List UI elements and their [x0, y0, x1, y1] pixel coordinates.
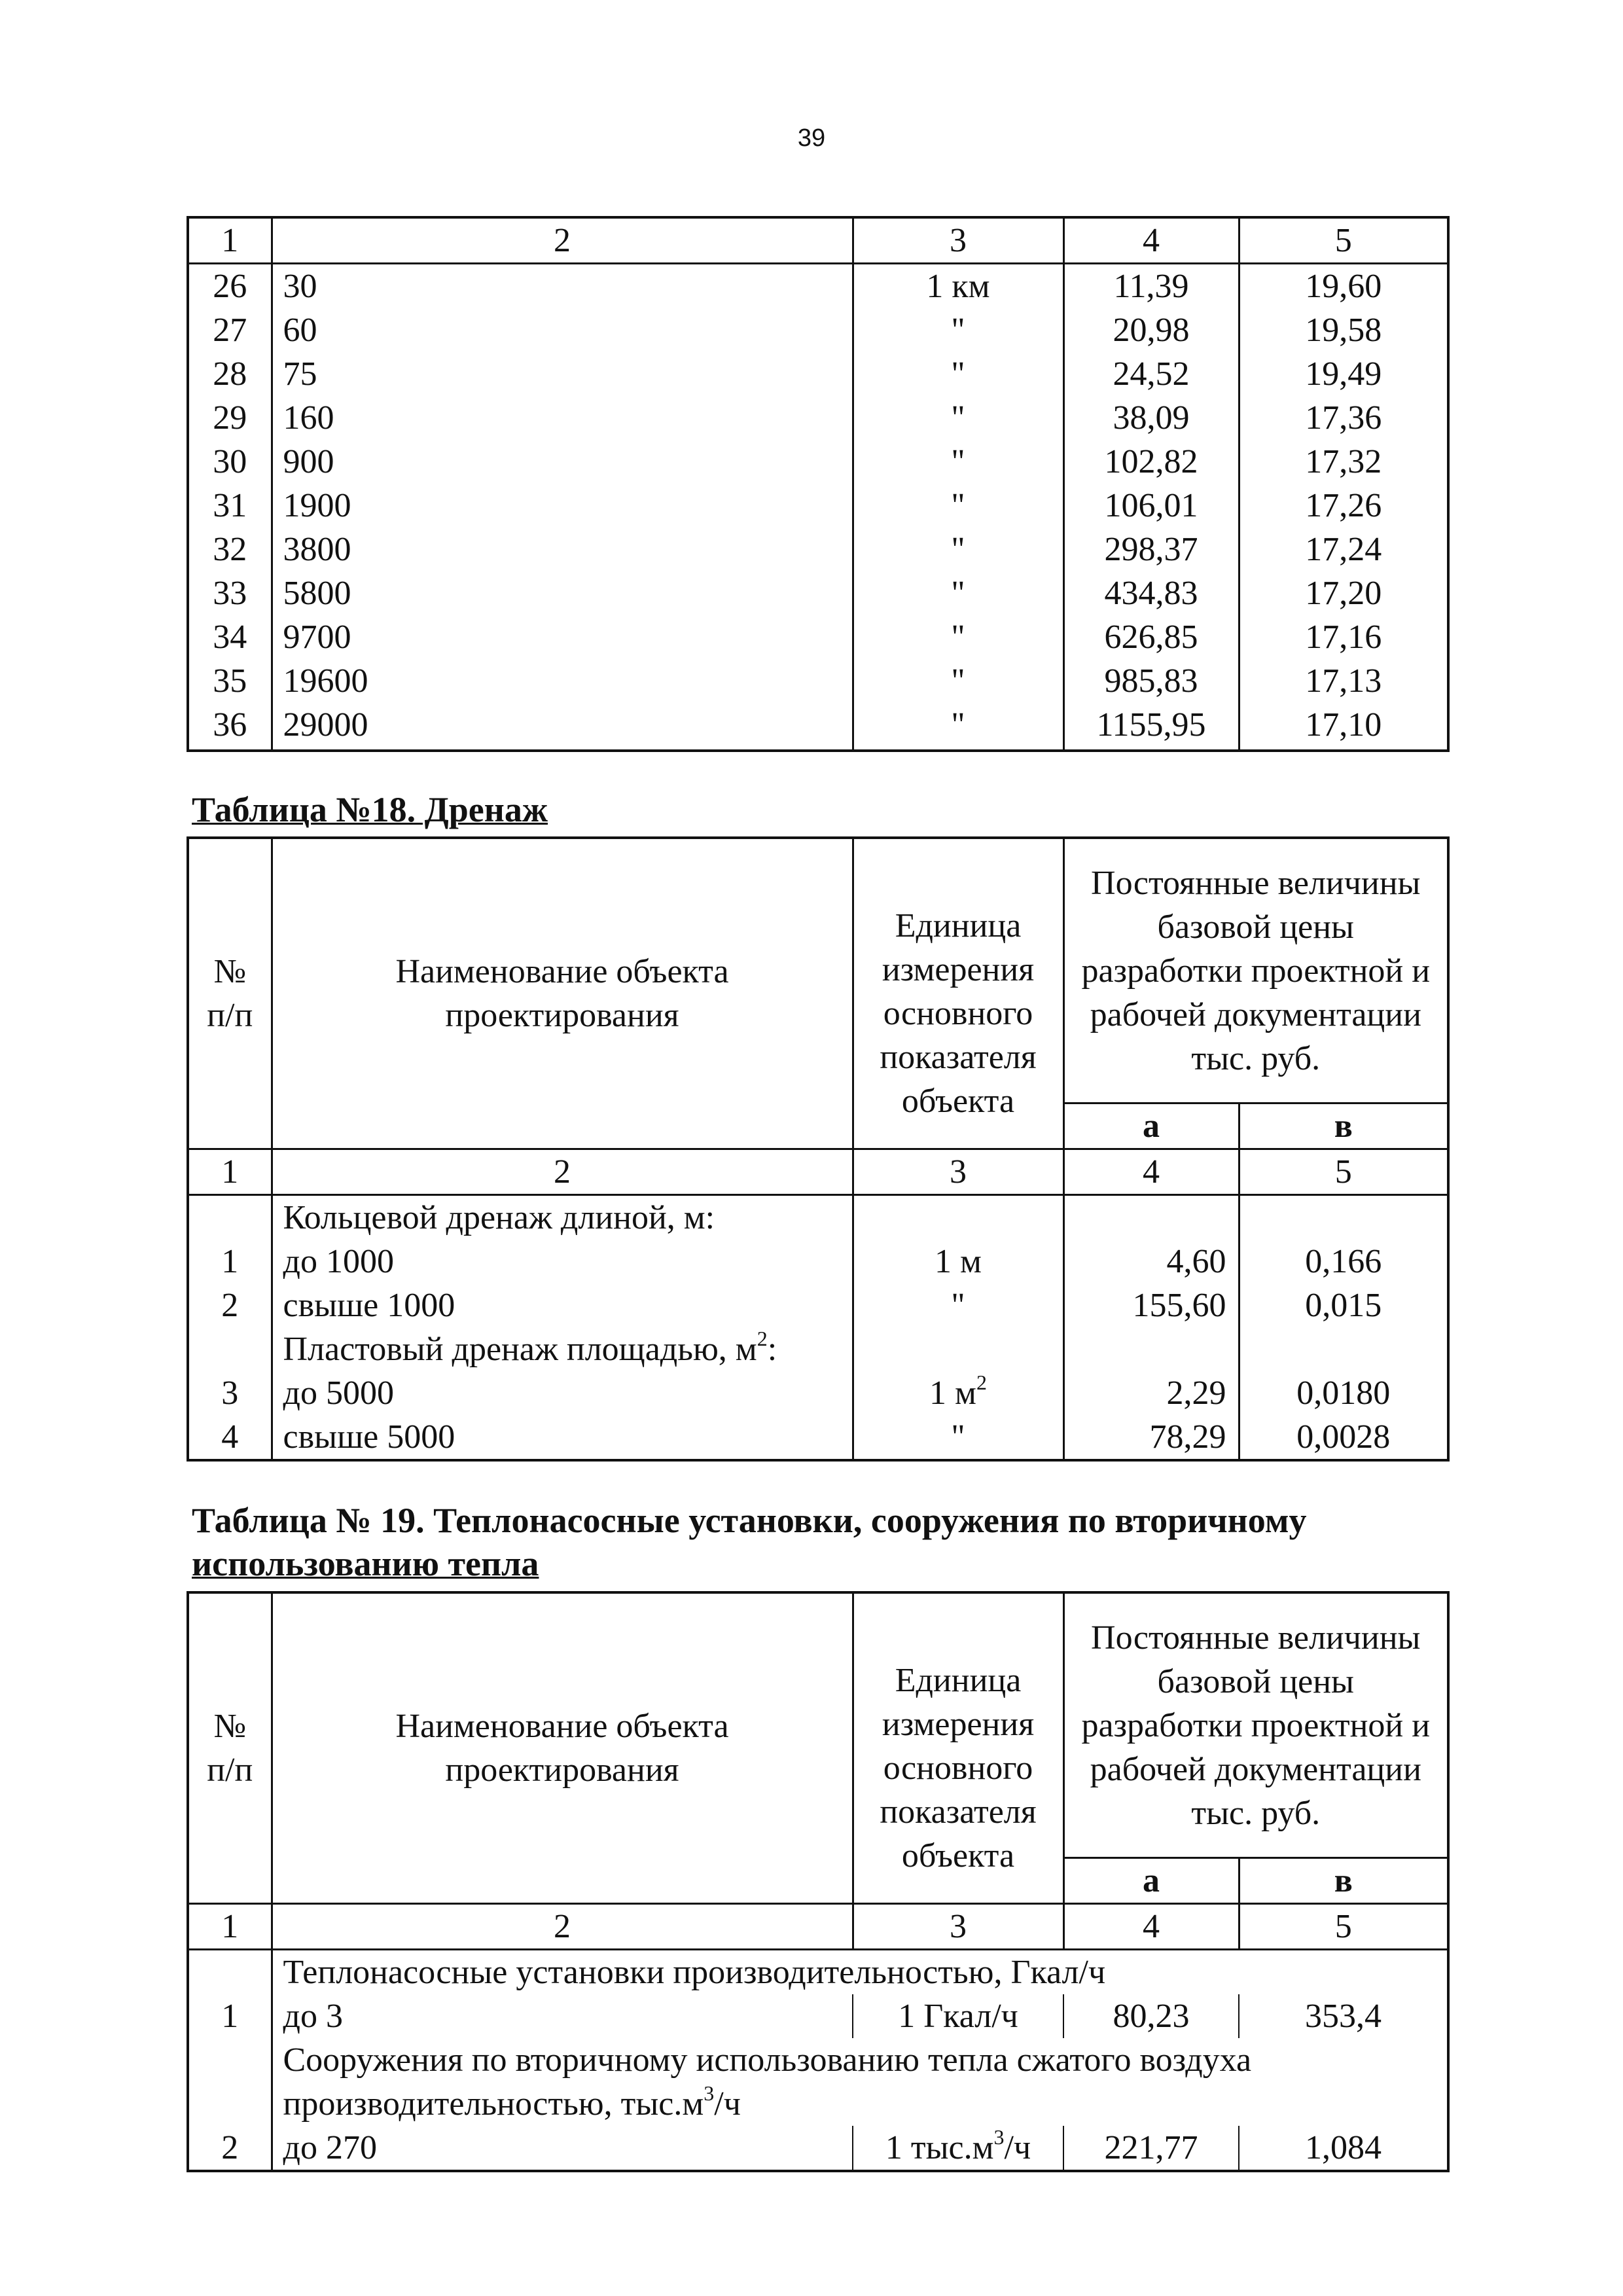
table-row: [188, 308, 1448, 352]
row-value-a: 102,82: [1063, 440, 1239, 484]
row-number: 2: [221, 1287, 239, 1324]
row-value-a: 38,09: [1063, 396, 1239, 440]
row-value-a: 2,29: [1063, 1371, 1239, 1415]
header-price: Постоянные величины базовой цены разработки проектной и рабочей документации тыс. руб.: [1063, 1592, 1448, 1858]
row-value-a: 78,29: [1063, 1415, 1239, 1460]
row-name: 160: [272, 396, 853, 440]
header-col-a: а: [1063, 1103, 1239, 1149]
table-header-row: [188, 217, 1448, 264]
col-number: 2: [272, 1904, 853, 1950]
row-unit: ": [853, 528, 1063, 571]
row-number: 26: [213, 268, 247, 305]
header-name: Наименование объекта проектирования: [272, 1592, 853, 1904]
col-number: 1: [188, 1149, 272, 1195]
table-row: [188, 1240, 1448, 1283]
row-number: 3: [221, 1374, 239, 1412]
row-number: 34: [213, 619, 247, 656]
row-value-b: 0,166: [1239, 1240, 1448, 1283]
row-value-b: 17,10: [1239, 703, 1448, 751]
col-number: 2: [272, 217, 853, 264]
row-name: до 1000: [272, 1240, 853, 1283]
row-unit: 1 $тыс.м^3/ч$: [853, 2126, 1063, 2171]
row-number: 30: [213, 443, 247, 480]
row-name: свыше 1000: [272, 1283, 853, 1327]
row-name: 75: [272, 352, 853, 396]
row-unit: ": [853, 484, 1063, 528]
row-value-b: 0,015: [1239, 1283, 1448, 1327]
row-unit: ": [853, 1415, 1063, 1460]
row-unit: 1 $м^2$: [853, 1371, 1063, 1415]
row-name: до 5000: [272, 1371, 853, 1415]
row-unit: ": [853, 659, 1063, 703]
page-number: 39: [797, 124, 826, 152]
row-name: до 3: [272, 1994, 853, 2038]
group-label: Кольцевой дренаж длиной, м:: [272, 1195, 853, 1240]
group-row: [188, 2082, 1448, 2126]
table-19-caption: Таблица № 19. Теплонасосные установки, сооружения по вторичному использованию тепла: [192, 1501, 1307, 1583]
table-row: [188, 1283, 1448, 1327]
col-number: 3: [853, 217, 1063, 264]
table-18-caption: Таблица №18. Дренаж: [192, 790, 548, 829]
row-number: 27: [213, 312, 247, 349]
group-row: [188, 2038, 1448, 2082]
row-number: 1: [221, 1998, 239, 2035]
row-value-a: 985,83: [1063, 659, 1239, 703]
table-row: [188, 440, 1448, 484]
col-number: 5: [1239, 1904, 1448, 1950]
row-value-b: 17,36: [1239, 396, 1448, 440]
table-row: [188, 264, 1448, 309]
row-value-a: 1155,95: [1063, 703, 1239, 751]
row-number: 2: [221, 2129, 239, 2166]
row-unit: 1 Гкал/ч: [853, 1994, 1063, 2038]
table-row: [188, 352, 1448, 396]
row-value-a: 106,01: [1063, 484, 1239, 528]
table-18: [187, 836, 1450, 1462]
row-name: свыше 5000: [272, 1415, 853, 1460]
row-name: 30: [272, 264, 853, 309]
row-value-b: 0,0180: [1239, 1371, 1448, 1415]
row-name: 29000: [272, 703, 853, 751]
table-19: [187, 1591, 1450, 2172]
row-number: 36: [213, 706, 247, 744]
column-numbers-row: [188, 1904, 1448, 1950]
header-num: № п/п: [207, 1708, 253, 1789]
table-row: [188, 1415, 1448, 1460]
row-value-b: 17,20: [1239, 571, 1448, 615]
col-number: 4: [1063, 1149, 1239, 1195]
row-name: 19600: [272, 659, 853, 703]
row-unit: ": [853, 352, 1063, 396]
row-unit: 1 км: [853, 264, 1063, 309]
group-row: [188, 1195, 1448, 1240]
col-number: 4: [1063, 217, 1239, 264]
row-value-a: 221,77: [1063, 2126, 1239, 2171]
row-value-a: 20,98: [1063, 308, 1239, 352]
row-name: 5800: [272, 571, 853, 615]
row-name: 3800: [272, 528, 853, 571]
row-number: 31: [213, 487, 247, 524]
row-unit: ": [853, 396, 1063, 440]
row-unit: ": [853, 703, 1063, 751]
row-unit: ": [853, 440, 1063, 484]
table-row: [188, 396, 1448, 440]
group-label: производительностью, $тыс.м^3/ч$: [272, 2082, 1448, 2126]
row-number: 28: [213, 355, 247, 393]
table-row: [188, 659, 1448, 703]
row-number: 4: [221, 1418, 239, 1456]
col-number: 3: [853, 1149, 1063, 1195]
row-value-a: 11,39: [1063, 264, 1239, 309]
row-value-b: 0,0028: [1239, 1415, 1448, 1460]
table-row: [188, 703, 1448, 751]
table-row: [188, 528, 1448, 571]
row-value-a: 155,60: [1063, 1283, 1239, 1327]
row-value-b: 19,60: [1239, 264, 1448, 309]
row-unit: ": [853, 615, 1063, 659]
header-num: № п/п: [207, 953, 253, 1034]
row-value-a: 4,60: [1063, 1240, 1239, 1283]
row-unit: 1 м: [853, 1240, 1063, 1283]
table-row: [188, 615, 1448, 659]
column-numbers-row: [188, 1149, 1448, 1195]
table-header-row: [188, 838, 1448, 1103]
row-unit: ": [853, 571, 1063, 615]
group-label: Теплонасосные установки производительностью, Гкал/ч: [272, 1950, 1448, 1995]
row-value-b: 17,26: [1239, 484, 1448, 528]
header-unit: Единица измерения основного показателя объекта: [853, 838, 1063, 1149]
header-col-a: а: [1063, 1858, 1239, 1904]
header-col-b: в: [1239, 1858, 1448, 1904]
row-value-b: 17,13: [1239, 659, 1448, 703]
group-label: Пластовый дренаж площадью, $м^2$:: [272, 1327, 853, 1371]
row-value-a: 434,83: [1063, 571, 1239, 615]
col-number: 5: [1239, 1149, 1448, 1195]
row-name: 1900: [272, 484, 853, 528]
row-value-b: 1,084: [1239, 2126, 1448, 2171]
row-value-b: 17,32: [1239, 440, 1448, 484]
col-number: 5: [1239, 217, 1448, 264]
row-number: 1: [221, 1243, 239, 1280]
header-price: Постоянные величины базовой цены разработки проектной и рабочей документации тыс. руб.: [1063, 838, 1448, 1103]
group-row: [188, 1950, 1448, 1995]
row-unit: ": [853, 1283, 1063, 1327]
row-name: до 270: [272, 2126, 853, 2171]
table-row: [188, 2126, 1448, 2171]
group-label: Сооружения по вторичному использованию тепла сжатого воздуха: [272, 2038, 1448, 2082]
col-number: 1: [188, 1904, 272, 1950]
table-row: [188, 484, 1448, 528]
row-value-a: 298,37: [1063, 528, 1239, 571]
row-name: 9700: [272, 615, 853, 659]
header-col-b: в: [1239, 1103, 1448, 1149]
row-number: 32: [213, 531, 247, 568]
row-unit: ": [853, 308, 1063, 352]
row-value-b: 19,49: [1239, 352, 1448, 396]
table-row: [188, 571, 1448, 615]
col-number: 2: [272, 1149, 853, 1195]
row-value-a: 80,23: [1063, 1994, 1239, 2038]
row-value-a: 24,52: [1063, 352, 1239, 396]
row-number: 33: [213, 575, 247, 612]
header-name: Наименование объекта проектирования: [272, 838, 853, 1149]
row-value-b: 353,4: [1239, 1994, 1448, 2038]
table-17-continuation: [187, 216, 1450, 752]
group-row: [188, 1327, 1448, 1371]
col-number: 4: [1063, 1904, 1239, 1950]
row-value-b: 17,24: [1239, 528, 1448, 571]
table-row: [188, 1371, 1448, 1415]
row-name: 60: [272, 308, 853, 352]
row-value-a: 626,85: [1063, 615, 1239, 659]
row-number: 29: [213, 399, 247, 437]
col-number: 1: [188, 217, 272, 264]
row-name: 900: [272, 440, 853, 484]
table-header-row: [188, 1592, 1448, 1858]
col-number: 3: [853, 1904, 1063, 1950]
row-number: 35: [213, 662, 247, 700]
header-unit: Единица измерения основного показателя объекта: [853, 1592, 1063, 1904]
row-value-b: 17,16: [1239, 615, 1448, 659]
table-row: [188, 1994, 1448, 2038]
row-value-b: 19,58: [1239, 308, 1448, 352]
